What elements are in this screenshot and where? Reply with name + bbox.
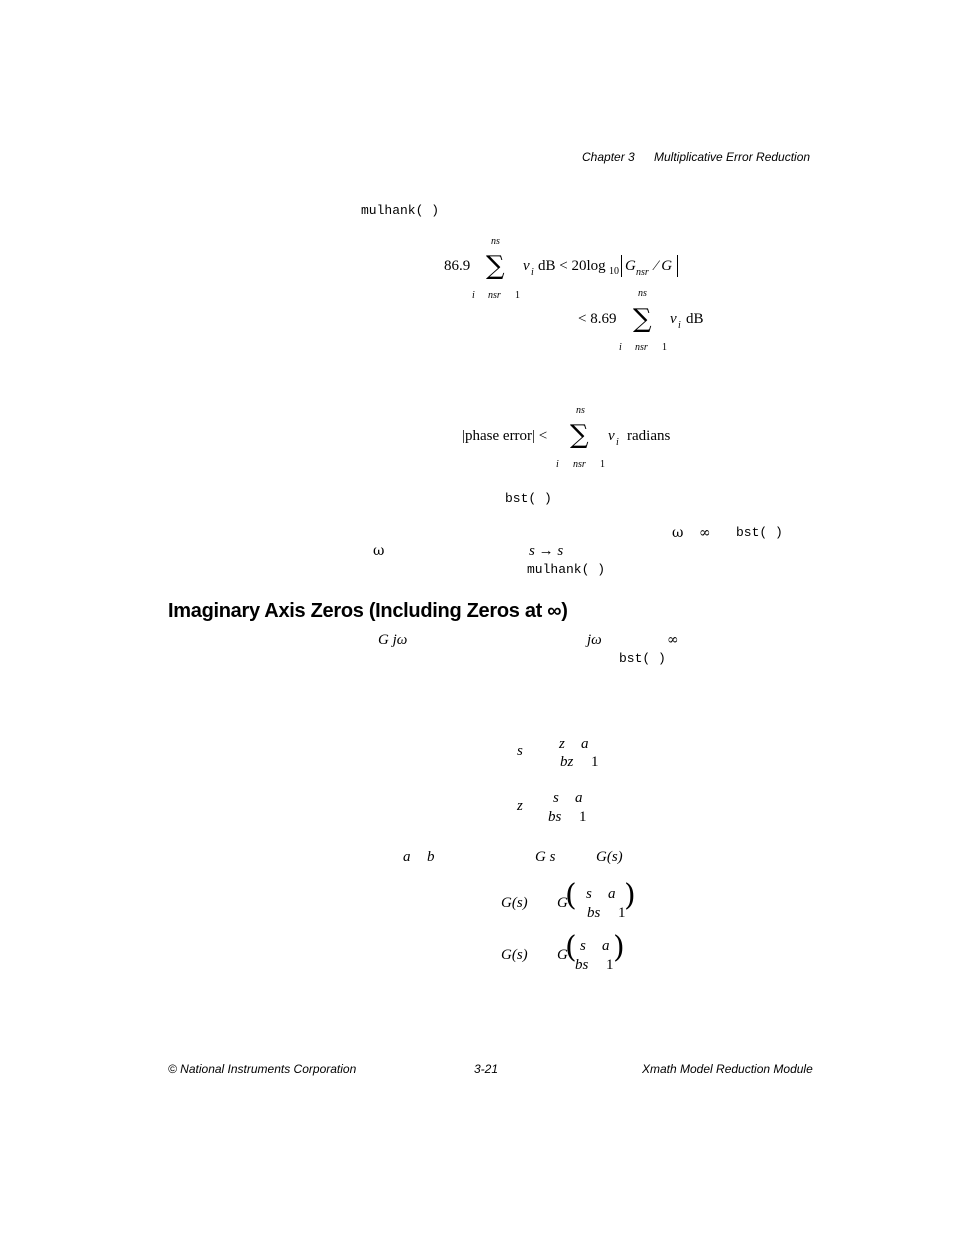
eq1b-v: v (670, 311, 677, 327)
t4-paren-right: ) (613, 930, 625, 965)
t4-paren-left: ( (565, 930, 577, 965)
omega-symbol-2: ω (373, 543, 385, 559)
eq1b-lower-nsr: nsr (635, 342, 648, 353)
t1-den-bz: bz (560, 754, 574, 770)
param-b: b (427, 849, 435, 865)
eq1-log-sub: 10 (609, 266, 619, 277)
t1-den-1: 1 (591, 754, 599, 770)
code-bst-1: bst( ) (505, 491, 552, 506)
t4-Gs: G(s) (501, 947, 528, 963)
t1-num-z: z (559, 736, 565, 752)
eq1-upper-limit: ns (491, 236, 500, 247)
t2-num-a: a (575, 790, 583, 806)
code-bst-2: bst( ) (736, 525, 783, 540)
eq1-lead: 86.9 (444, 258, 471, 274)
eq1-v-sub: i (531, 267, 534, 278)
section-heading: Imaginary Axis Zeros (Including Zeros at ∞) (168, 600, 568, 622)
code-bst-3: bst( ) (619, 651, 666, 666)
t4-den-bs: bs (575, 957, 589, 973)
eq1b-lower-i: i (619, 342, 622, 353)
eq1-lower-i: i (472, 290, 475, 301)
eq1b-upper-limit: ns (638, 288, 647, 299)
t3-G: G (557, 895, 568, 911)
eq2-lower-1: 1 (600, 459, 605, 470)
t3-den-1: 1 (618, 905, 626, 921)
eq2-v: v (608, 428, 615, 444)
t3-num-a: a (608, 886, 616, 902)
t2-z: z (517, 798, 523, 814)
eq1b-sigma: ∑ (633, 304, 652, 334)
omega-symbol: ω (672, 525, 684, 541)
code-mulhank-2: mulhank( ) (527, 562, 606, 577)
eq1-norm-tail: ⁄ G (655, 258, 673, 274)
code-mulhank: mulhank( ) (361, 203, 440, 218)
t3-paren-right: ) (624, 878, 636, 913)
eq2-lower-i: i (556, 459, 559, 470)
t3-den-bs: bs (587, 905, 601, 921)
t4-num-a: a (602, 938, 610, 954)
eq1b-unit: dB (686, 311, 704, 327)
t2-den-bs: bs (548, 809, 562, 825)
eq1b-lower-1: 1 (662, 342, 667, 353)
eq1-norm-sub: nsr (636, 267, 649, 278)
t2-den-1: 1 (579, 809, 587, 825)
eq1b-v-sub: i (678, 320, 681, 331)
t3-num-s: s (586, 886, 592, 902)
eq2-unit: radians (627, 428, 671, 444)
eq2-lead: |phase error| < (462, 428, 548, 444)
jw: jω (587, 632, 602, 648)
eq1b-lead: < 8.69 (578, 311, 617, 327)
t1-s: s (517, 743, 523, 759)
eq2-lower-nsr: nsr (573, 459, 586, 470)
eq1-lower-1: 1 (515, 290, 520, 301)
eq1-norm-bar-right (677, 255, 678, 277)
eq1-norm-bar-left (621, 255, 622, 277)
footer-page-number: 3-21 (474, 1062, 499, 1076)
param-a: a (403, 849, 411, 865)
eq1-v: v (523, 258, 530, 274)
header-chapter: Chapter 3 (582, 150, 635, 164)
eq1-norm-G: G (625, 258, 636, 274)
t3-paren-left: ( (565, 878, 577, 913)
G-of-s: G(s) (596, 849, 623, 865)
eq2-upper-limit: ns (576, 405, 585, 416)
s-mapping: s → s (529, 543, 564, 559)
G-s-plain: G s (535, 849, 556, 865)
eq1-sigma: ∑ (486, 251, 505, 281)
G-jw: G jω (378, 632, 408, 648)
eq1-body: dB < 20log (538, 258, 606, 274)
footer-right: Xmath Model Reduction Module (642, 1062, 813, 1076)
t4-num-s: s (580, 938, 586, 954)
t2-num-s: s (553, 790, 559, 806)
t1-num-a: a (581, 736, 589, 752)
footer-left: © National Instruments Corporation (168, 1062, 357, 1076)
eq2-sigma: ∑ (570, 420, 589, 450)
infinity-symbol: ∞ (699, 525, 711, 541)
t4-den-1: 1 (606, 957, 614, 973)
eq1-lower-nsr: nsr (488, 290, 501, 301)
t3-Gs: G(s) (501, 895, 528, 911)
eq2-v-sub: i (616, 437, 619, 448)
header-chapter-title: Multiplicative Error Reduction (654, 150, 811, 164)
infinity-symbol-2: ∞ (667, 632, 679, 648)
t4-G: G (557, 947, 568, 963)
